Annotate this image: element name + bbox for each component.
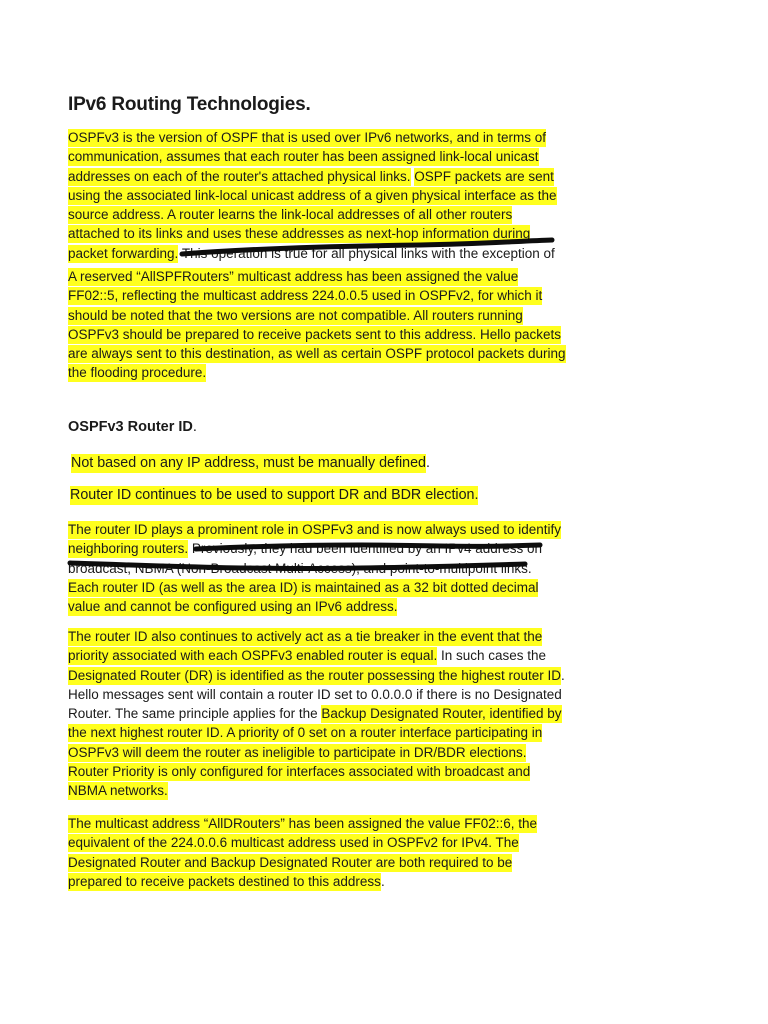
text-line	[68, 833, 548, 852]
highlighted-text: OSPF packets are sent	[414, 168, 554, 184]
highlighted-text: neighboring routers.	[68, 541, 189, 557]
paragraph-allspfrouters	[68, 267, 566, 383]
highlighted-text: equivalent of the 224.0.0.6 multicast address used in OSPFv2 for IPv4. The	[68, 835, 519, 851]
plain-text: Router. The same principle applies for the	[68, 706, 322, 722]
highlighted-text: The multicast address “AllDRouters” has been assigned the value FF02::6, the	[68, 816, 537, 831]
text-line	[68, 520, 561, 539]
highlighted-text: Each router ID (as well as the area ID) is maintained as a 32 bit dotted decimal	[68, 579, 539, 595]
text-line	[68, 128, 548, 147]
highlighted-text: Designated Router and Backup Designated Router are both required to be	[68, 854, 513, 870]
text-line	[68, 344, 566, 363]
highlighted-text: the next highest router ID. A priority of 0 set on a router interface participating in	[68, 725, 543, 741]
paragraph-router-id-role	[68, 520, 561, 616]
highlighted-text: OSPFv3 will deem the router as ineligible to participate in DR/BDR elections.	[68, 744, 527, 760]
text-line	[68, 814, 548, 833]
document-title: IPv6 Routing Technologies.	[68, 94, 311, 115]
paragraph-alldrouters	[68, 814, 548, 891]
text-line	[68, 781, 548, 800]
highlighted-text: The router ID also continues to actively act as a tie breaker in the event that the	[68, 629, 543, 644]
text-line	[68, 666, 565, 685]
section-heading-dot: .	[192, 419, 197, 435]
text-line	[68, 743, 548, 762]
text-line	[68, 167, 554, 186]
text-line	[68, 244, 555, 263]
text-line	[68, 205, 548, 224]
highlighted-text: Designated Router (DR) is identified as the router possessing the highest router ID	[68, 667, 562, 683]
plain-text: broadcast, NBMA (Non-Broadcast Multi-Access), and point-to-multipoint links.	[68, 560, 532, 576]
plain-text: .	[561, 667, 565, 683]
highlighted-text: using the associated link-local unicast address of a given physical interface as the	[68, 187, 557, 203]
text-line	[68, 627, 548, 646]
text-line	[68, 685, 562, 704]
text-line	[68, 186, 557, 205]
highlighted-text: source address. A router learns the link-local addresses of all other routers	[68, 207, 513, 223]
text-line	[68, 704, 562, 723]
text-line	[68, 646, 548, 665]
highlighted-text: communication, assumes that each router has been assigned link-local unicast	[68, 149, 539, 165]
highlighted-text: packet forwarding.	[68, 245, 179, 261]
highlighted-text: prepared to receive packets destined to this address	[68, 873, 381, 889]
highlighted-text: addresses on each of the router's attached physical links.	[68, 168, 411, 184]
text-line	[68, 286, 548, 305]
paragraph-tie-breaker	[68, 627, 565, 801]
text-line	[68, 559, 548, 578]
point-dr-bdr-election	[70, 486, 590, 505]
highlighted-text: A reserved “AllSPFRouters” multicast address has been assigned the value	[68, 269, 519, 284]
text-line	[68, 363, 548, 382]
highlighted-text: Router Priority is only configured for interfaces associated with broadcast and	[68, 764, 531, 780]
highlighted-text: the flooding procedure.	[68, 365, 207, 381]
highlighted-text: FF02::5, reflecting the multicast address 224.0.0.5 used in OSPFv2, for which it	[68, 288, 543, 304]
plain-text: This operation is true for all physical links with the exception of	[178, 245, 555, 261]
point-manually-defined-text: Not based on any IP address, must be manually defined	[71, 455, 426, 471]
highlighted-text: are always sent to this destination, as well as certain OSPF protocol packets during	[68, 346, 566, 362]
text-line	[68, 539, 548, 558]
plain-text: In such cases the	[437, 648, 547, 664]
text-line	[68, 578, 548, 597]
highlighted-text: OSPFv3 should be prepared to receive packets sent to this address. Hello packets	[68, 326, 562, 342]
text-line	[68, 325, 562, 344]
point-manually-defined	[71, 454, 591, 473]
text-line	[68, 853, 548, 872]
highlighted-text: NBMA networks.	[68, 783, 168, 799]
plain-text: Hello messages sent will contain a router ID set to 0.0.0.0 if there is no Designated	[68, 686, 562, 702]
highlighted-text: Backup Designated Router, identified by	[321, 706, 562, 722]
section-heading-router-id	[68, 419, 197, 435]
point-manually-defined-tail: .	[426, 455, 430, 471]
plain-text: .	[380, 873, 385, 889]
text-line	[68, 723, 548, 742]
text-line	[68, 267, 548, 286]
highlighted-text: value and cannot be configured using an IPv6 address.	[68, 599, 398, 615]
highlighted-text: priority associated with each OSPFv3 enabled router is equal.	[68, 648, 438, 664]
point-dr-bdr-election-text: Router ID continues to be used to support DR and BDR election.	[70, 487, 479, 503]
text-line	[68, 224, 548, 243]
highlighted-text: attached to its links and uses these addresses as next-hop information during	[68, 226, 531, 242]
section-heading-text: OSPFv3 Router ID	[68, 419, 193, 435]
text-line	[68, 762, 548, 781]
highlighted-text: should be noted that the two versions are not compatible. All routers running	[68, 307, 523, 323]
plain-text: Previously, they had been identified by an IPv4 address on	[188, 541, 543, 557]
paragraph-ospfv3-intro	[68, 128, 557, 263]
text-line	[68, 147, 548, 166]
highlighted-text: The router ID plays a prominent role in OSPFv3 and is now always used to identify	[68, 522, 561, 537]
highlighted-text: OSPFv3 is the version of OSPF that is used over IPv6 networks, and in terms of	[68, 130, 546, 145]
text-line	[68, 597, 548, 616]
text-line	[68, 872, 548, 891]
text-line	[68, 306, 548, 325]
